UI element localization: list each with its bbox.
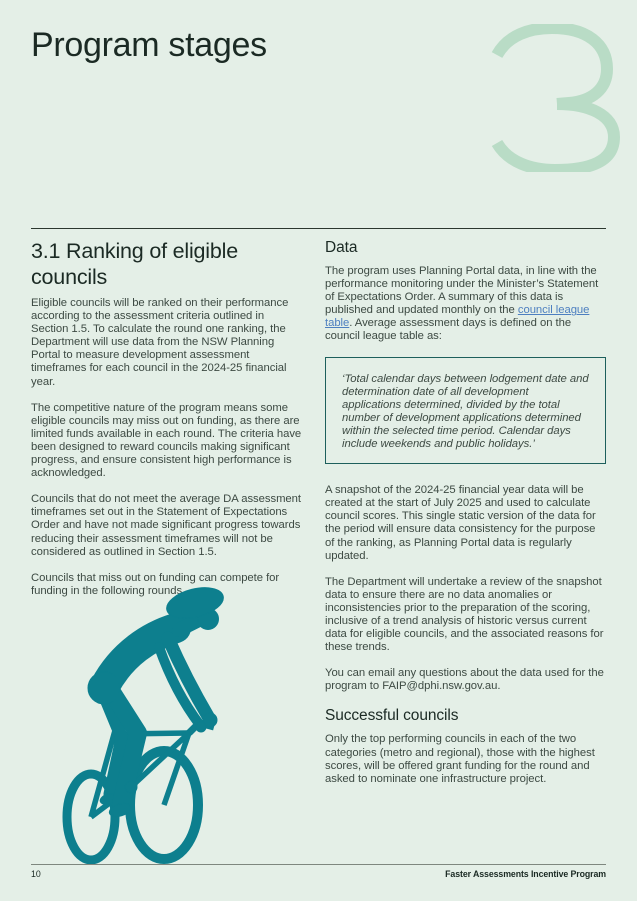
ranking-paragraph: Councils that miss out on funding can compete for funding in the following rounds.: [31, 571, 280, 597]
footer-document-title: Faster Assessments Incentive Program: [445, 869, 606, 879]
definition-quote-box: [325, 357, 606, 465]
ranking-paragraph: Councils that do not meet the average DA assessment timeframes set out in the Statement of Expectations Order and have not made significant progress towards reducing their assessment timeframes will not be considered as outlined in Section 1.5.: [31, 493, 301, 558]
data-paragraph: A snapshot of the 2024-25 financial year data will be created at the start of July 2025 and used to calculate council scores. This single static version of the data for the period will ensure data consistency for the purpose of the ranking, as Planning Portal data is regularly updated.: [325, 484, 596, 562]
footer-divider: [31, 864, 606, 865]
chapter-number: [486, 24, 620, 172]
data-intro-after-link: . Average assessment days is defined on the council league table as:: [325, 317, 572, 343]
definition-quote-text: ‘Total calendar days between lodgement date and determination date of all development applications determined, divided by the total number of development applications determined within the selected time period. Calendar days include weekends and public holidays.’: [342, 372, 589, 451]
section-divider: [31, 228, 606, 229]
cyclist-illustration: [58, 586, 243, 866]
data-section: [325, 238, 606, 799]
chapter-number-value: [0, 0, 1, 1]
council-league-table-link[interactable]: council league table: [325, 304, 590, 330]
data-heading: Data: [325, 239, 358, 256]
page-number: 10: [31, 869, 41, 879]
data-paragraph: The Department will undertake a review of the snapshot data to ensure there are no data anomalies or inconsistencies prior to the preparation of the scoring, inclusive of a trend analysis of historic versus current data for eligible councils, and the associated reasons for these trends.: [325, 575, 604, 654]
page-footer: [31, 869, 606, 879]
page-title: Program stages: [31, 26, 267, 64]
ranking-paragraph: The competitive nature of the program means some eligible councils may miss out on funding, as there are limited funds available in each round. The criteria have been designed to reward councils making significant progress, and ensure consistent high performance is acknowledged.: [31, 401, 302, 480]
data-intro-before-link: The program uses Planning Portal data, in line with the performance monitoring under the Minister’s Statement of Expectations Order. A summary of this data is published and updated monthly on the: [325, 265, 599, 317]
data-intro-paragraph: [325, 265, 606, 344]
ranking-paragraph: Eligible councils will be ranked on their performance according to the assessment criteria outlined in Section 1.5. To calculate the round one ranking, the Department will use data from the NSW Planning Portal to measure development assessment timeframes for each council in the 2024-25 financial year.: [31, 297, 289, 388]
ranking-heading: 3.1 Ranking of eligible councils: [31, 239, 238, 289]
successful-councils-heading: Successful councils: [325, 707, 459, 725]
successful-councils-paragraph: Only the top performing councils in each of the two categories (metro and regional), those with the highest scores, will be offered grant funding for the round and asked to nominate one infrastructure project.: [325, 733, 595, 785]
data-paragraph: You can email any questions about the data used for the program to FAIP@dphi.nsw.gov.au.: [325, 667, 604, 693]
